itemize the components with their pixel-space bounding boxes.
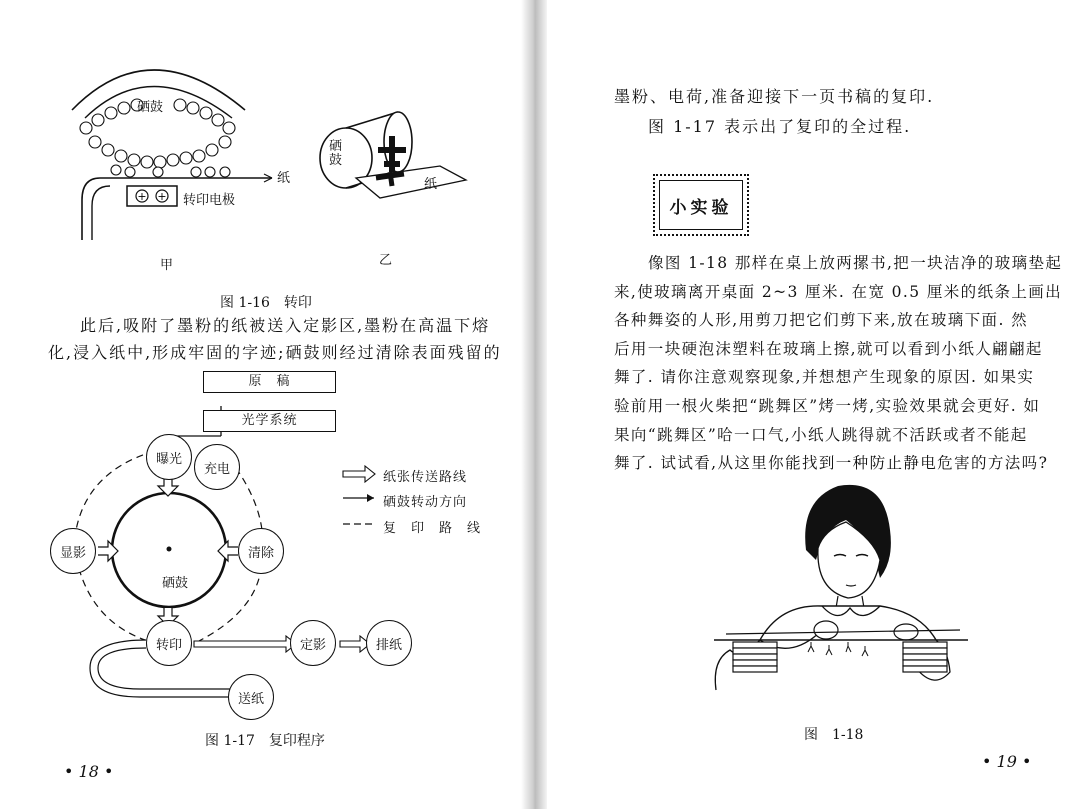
left-page-number: • 18 • [64,762,114,781]
legend-drum-rotation: 硒鼓转动方向 [383,495,468,510]
fig16-yi-label: 乙 [379,253,393,268]
experiment-line-6: 验前用一根火柴把“跳舞区”烤一烤,实验效果就会更好. 如 [614,396,1041,415]
fig16-drum-label-a: 硒鼓 [137,100,164,115]
right-top-text [614,82,1064,142]
book-gutter [521,0,547,809]
svg-text:+: + [137,190,147,203]
legend-paper-route: 纸张传送路线 [383,470,468,485]
experiment-line-7: 果向“跳舞区”哈一口气,小纸人跳得就不活跃或者不能起 [614,425,1028,444]
transfer-node: 转印 [146,620,192,666]
fig16-electrode-label: 转印电极 [183,193,236,208]
right-top-line-1: 墨粉、电荷,准备迎接下一页书稿的复印. [614,87,935,106]
exposure-node: 曝光 [146,434,192,480]
charge-node: 充电 [194,444,240,490]
figure-1-16-drawing [0,0,521,290]
experiment-line-1: 像图 1-18 那样在桌上放两摞书,把一块洁净的玻璃垫起 [648,254,1063,272]
develop-node: 显影 [50,528,96,574]
fig16-jia-label: 甲 [160,258,174,273]
clean-node: 清除 [238,528,284,574]
drum-label: 硒鼓 [162,576,189,591]
experiment-line-3: 各种舞姿的人形,用剪刀把它们剪下来,放在玻璃下面. 然 [614,311,1029,330]
experiment-line-4: 后用一块硬泡沫塑料在玻璃上擦,就可以看到小纸人翩翩起 [614,339,1043,358]
experiment-line-5: 舞了. 请你注意观察现象,并想想产生现象的原因. 如果实 [614,368,1035,387]
fig16-paper-label-b: 纸 [424,177,438,192]
right-page-number: • 19 • [982,752,1032,771]
experiment-line-8: 舞了. 试试看,从这里你能找到一种防止静电危害的方法吗? [614,454,1049,473]
optics-box: 光学系统 [203,410,336,432]
fig16-caption: 图 1-16 转印 [220,295,312,311]
left-paragraph-line-1: 此后,吸附了墨粉的纸被送入定影区,墨粉在高温下熔 [80,316,491,335]
original-box: 原 稿 [203,371,336,393]
fix-node: 定影 [290,620,336,666]
left-paragraph [48,312,518,366]
left-paragraph-line-2: 化,浸入纸中,形成牢固的字迹;硒鼓则经过清除表面残留的 [48,343,502,362]
svg-text:+: + [157,190,167,203]
fig16-paper-label-a: 纸 [277,171,291,186]
experiment-title: 小实验 [669,198,733,218]
right-top-line-2: 图 1-17 表示出了复印的全过程. [648,117,912,136]
fig17-caption: 图 1-17 复印程序 [205,733,325,749]
experiment-line-2: 来,使玻璃离开桌面 2~3 厘米. 在宽 0.5 厘米的纸条上画出 [614,282,1063,301]
fig16-drum-label-b: 硒鼓 [329,139,343,168]
eject-node: 排纸 [366,620,412,666]
legend-copy-route: 复 印 路 线 [383,521,482,536]
experiment-title-frame [653,174,749,236]
feed-node: 送纸 [228,674,274,720]
experiment-paragraph [614,249,1064,478]
fig18-caption: 图 1-18 [804,727,864,743]
